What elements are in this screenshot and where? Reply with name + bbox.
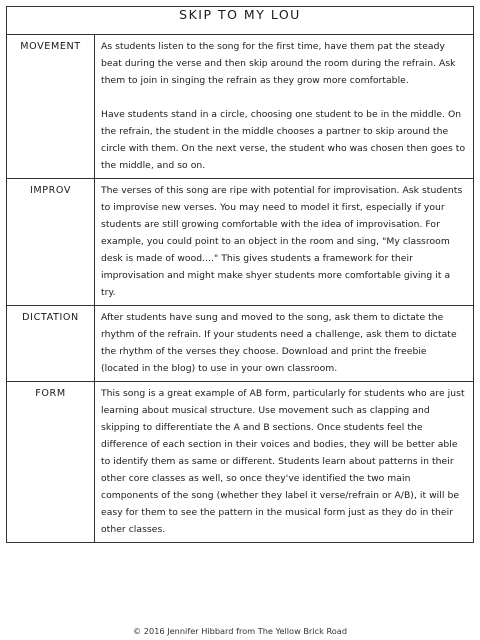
table-row-dictation — [7, 306, 474, 382]
row-text — [95, 35, 474, 179]
paragraph: Have students stand in a circle, choosing one student to be in the middle. On the refrain, the student in the middle chooses a partner to skip around the circle with them. On the next verse, the student who was chosen then goes to the middle, and so on. — [101, 109, 466, 171]
paragraph: This song is a great example of AB form, particularly for students who are just learning about musical structure. Use movement such as clapping and skipping to differentiate the A and B sections. Once students feel the difference of each section in their voices and bodies, they will be better able to identify them as same or different. Students learn about patterns in their other core classes as well, so once they've identified the two main components of the song (whether they label it verse/refrain or A/B), it will be easy for them to see the pattern in the musical form just as they do in their other classes. — [101, 388, 465, 535]
paragraph: The verses of this song are ripe with potential for improvisation. Ask students to improvise new verses. You may need to model it first, especially if your students are still growing comfortable with the idea of improvisation. For example, you could point to an object in the room and sing, "My classroom desk is made of wood...." This gives students a framework for their improvisation and might make shyer students more comfortable giving it a try. — [101, 185, 463, 298]
table-row-movement — [7, 35, 474, 179]
table-row-form — [7, 382, 474, 543]
lesson-sheet — [6, 6, 474, 543]
row-label: DICTATION — [7, 306, 95, 382]
row-text — [95, 306, 474, 382]
row-label: FORM — [7, 382, 95, 543]
row-text — [95, 179, 474, 306]
table-row-improv — [7, 179, 474, 306]
lesson-table — [6, 6, 474, 543]
row-label: IMPROV — [7, 179, 95, 306]
paragraph: As students listen to the song for the first time, have them pat the steady beat during the verse and then skip around the room during the refrain. Ask them to join in singing the refrain as they grow more comfortable. — [101, 41, 456, 86]
copyright-footer: © 2016 Jennifer Hibbard from The Yellow Brick Road — [132, 626, 348, 636]
row-text — [95, 382, 474, 543]
paragraph: After students have sung and moved to the song, ask them to dictate the rhythm of the refrain. If your students need a challenge, ask them to dictate the rhythm of the verses they choose. Download and print the freebie (located in the blog) to use in your own classroom. — [101, 312, 457, 374]
page-title: SKIP TO MY LOU — [7, 7, 474, 35]
row-label: MOVEMENT — [7, 35, 95, 179]
